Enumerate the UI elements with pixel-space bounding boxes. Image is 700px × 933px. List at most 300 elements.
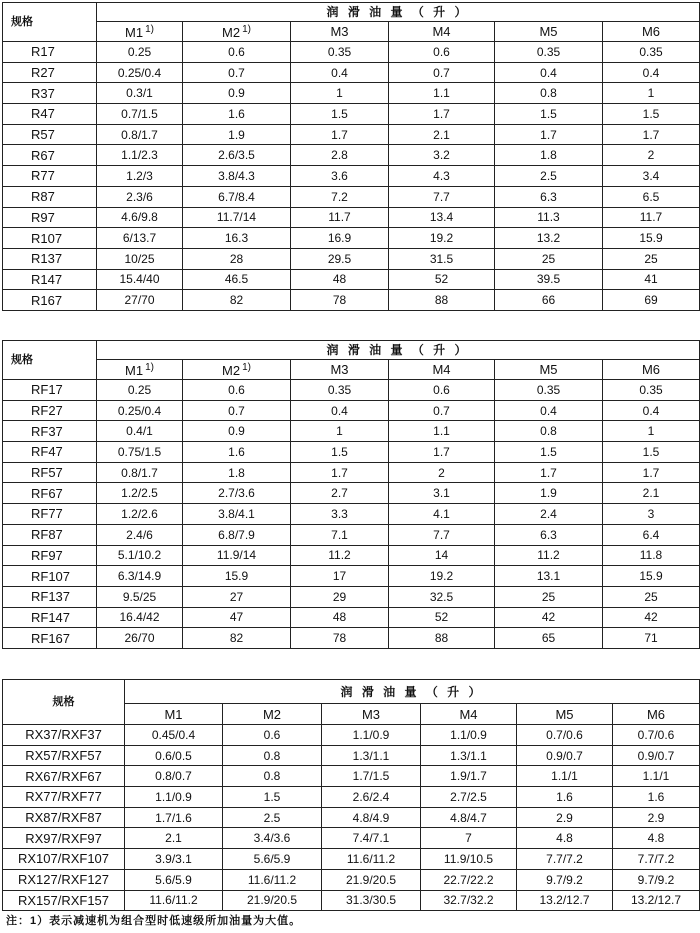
mode-label: M1 <box>164 706 183 722</box>
oil-volume-cell: 0.25 <box>97 42 183 63</box>
model-cell: RF147 <box>3 607 97 628</box>
oil-volume-cell: 1.5 <box>291 442 389 463</box>
oil-volume-cell: 3.6 <box>291 166 389 187</box>
oil-volume-cell: 1.9 <box>183 124 291 145</box>
oil-volume-cell: 66 <box>495 290 603 311</box>
oil-volume-cell: 2.1 <box>389 124 495 145</box>
table-row <box>3 545 700 566</box>
oil-volume-cell: 0.4 <box>603 62 700 83</box>
oil-volume-cell: 0.35 <box>603 380 700 401</box>
oil-volume-cell: 26/70 <box>97 628 183 649</box>
oil-volume-cell: 1.7 <box>291 124 389 145</box>
spec-label: 规格 <box>3 3 97 42</box>
oil-volume-cell: 25 <box>603 586 700 607</box>
mode-label: M1 <box>125 362 144 378</box>
oil-volume-cell: 1.8 <box>183 462 291 483</box>
model-cell: R27 <box>3 62 97 83</box>
oil-volume-cell: 25 <box>495 248 603 269</box>
model-cell: RF17 <box>3 380 97 401</box>
table-row <box>3 228 700 249</box>
oil-volume-cell: 2.9 <box>613 807 700 828</box>
oil-volume-cell: 0.9 <box>183 421 291 442</box>
oil-volume-cell: 0.45/0.4 <box>125 725 223 746</box>
oil-volume-cell: 2.4 <box>495 504 603 525</box>
oil-volume-cell: 11.2 <box>495 545 603 566</box>
model-cell: RX97/RXF97 <box>3 828 125 849</box>
oil-volume-cell: 31.3/30.5 <box>322 890 421 911</box>
oil-volume-cell: 6.8/7.9 <box>183 524 291 545</box>
model-cell: RF97 <box>3 545 97 566</box>
table-row <box>3 290 700 311</box>
oil-volume-cell: 1.5 <box>603 104 700 125</box>
table-row <box>3 628 700 649</box>
mode-label: M5 <box>539 362 558 377</box>
oil-volume-cell: 3.4/3.6 <box>223 828 322 849</box>
mode-label: M6 <box>641 362 661 377</box>
oil-volume-cell: 6/13.7 <box>97 228 183 249</box>
mode-m3-header <box>291 360 389 380</box>
oil-volume-cell: 19.2 <box>389 566 495 587</box>
oil-volume-cell: 7.7/7.2 <box>613 849 700 870</box>
oil-volume-cell: 1.7 <box>291 462 389 483</box>
oil-volume-cell: 1.1 <box>389 421 495 442</box>
oil-header: 润 滑 油 量 （ 升 ） <box>97 3 700 22</box>
table-row <box>3 269 700 290</box>
oil-volume-cell: 11.9/10.5 <box>421 849 517 870</box>
model-cell: R167 <box>3 290 97 311</box>
table-body <box>3 42 700 311</box>
oil-volume-cell: 1.3/1.1 <box>322 745 421 766</box>
oil-volume-cell: 0.7/0.6 <box>613 725 700 746</box>
oil-volume-cell: 0.4 <box>495 400 603 421</box>
oil-volume-cell: 21.9/20.5 <box>322 869 421 890</box>
table-row <box>3 890 700 911</box>
table-row <box>3 442 700 463</box>
mode-label: M6 <box>641 24 661 39</box>
table-row <box>3 83 700 104</box>
oil-volume-cell: 78 <box>291 628 389 649</box>
oil-volume-cell: 0.6/0.5 <box>125 745 223 766</box>
model-cell: RX67/RXF67 <box>3 766 125 787</box>
oil-volume-cell: 82 <box>183 290 291 311</box>
mode-m3-header <box>322 704 421 725</box>
oil-volume-cell: 1.7 <box>495 124 603 145</box>
oil-volume-cell: 0.6 <box>223 725 322 746</box>
oil-volume-cell: 0.4 <box>291 62 389 83</box>
oil-volume-cell: 1.5 <box>495 442 603 463</box>
oil-volume-cell: 1.7/1.5 <box>322 766 421 787</box>
mode-m6-header <box>603 360 700 380</box>
oil-volume-cell: 13.4 <box>389 207 495 228</box>
model-cell: RF167 <box>3 628 97 649</box>
oil-volume-cell: 27/70 <box>97 290 183 311</box>
oil-volume-cell: 71 <box>603 628 700 649</box>
table-row <box>3 807 700 828</box>
oil-volume-cell: 1.8 <box>495 145 603 166</box>
oil-volume-cell: 0.7/0.6 <box>517 725 613 746</box>
oil-volume-cell: 3.2 <box>389 145 495 166</box>
oil-volume-cell: 41 <box>603 269 700 290</box>
table-row <box>3 186 700 207</box>
model-cell: R47 <box>3 104 97 125</box>
oil-volume-cell: 2 <box>389 462 495 483</box>
model-cell: R37 <box>3 83 97 104</box>
model-cell: R147 <box>3 269 97 290</box>
oil-volume-cell: 16.9 <box>291 228 389 249</box>
spec-label: 规格 <box>3 341 97 380</box>
oil-volume-cell: 2.3/6 <box>97 186 183 207</box>
oil-volume-cell: 52 <box>389 269 495 290</box>
mode-label: M6 <box>646 706 666 722</box>
oil-volume-cell: 69 <box>603 290 700 311</box>
model-cell: R77 <box>3 166 97 187</box>
model-cell: R87 <box>3 186 97 207</box>
oil-volume-cell: 4.1 <box>389 504 495 525</box>
oil-volume-cell: 7.7/7.2 <box>517 849 613 870</box>
oil-volume-cell: 6.7/8.4 <box>183 186 291 207</box>
oil-volume-cell: 2 <box>603 145 700 166</box>
model-cell: RF47 <box>3 442 97 463</box>
oil-volume-cell: 47 <box>183 607 291 628</box>
oil-volume-cell: 0.35 <box>495 380 603 401</box>
oil-volume-cell: 0.9 <box>183 83 291 104</box>
oil-volume-cell: 13.2/12.7 <box>613 890 700 911</box>
oil-volume-cell: 1.5 <box>291 104 389 125</box>
mode-m5-header <box>517 704 613 725</box>
oil-volume-cell: 2.1 <box>125 828 223 849</box>
oil-volume-cell: 0.35 <box>603 42 700 63</box>
oil-volume-cell: 0.8/0.7 <box>125 766 223 787</box>
model-cell: RF67 <box>3 483 97 504</box>
oil-volume-cell: 1.6 <box>517 787 613 808</box>
oil-volume-cell: 9.7/9.2 <box>517 869 613 890</box>
oil-volume-cell: 27 <box>183 586 291 607</box>
oil-header: 润 滑 油 量 （ 升 ） <box>97 341 700 360</box>
oil-volume-cell: 0.35 <box>495 42 603 63</box>
oil-volume-cell: 13.2/12.7 <box>517 890 613 911</box>
table-body <box>3 725 700 911</box>
oil-volume-cell: 1.7 <box>389 104 495 125</box>
model-cell: RF137 <box>3 586 97 607</box>
table-row <box>3 725 700 746</box>
footnote-marker: 1) <box>242 361 251 373</box>
model-cell: RF37 <box>3 421 97 442</box>
oil-table-r-series <box>2 2 700 311</box>
oil-volume-cell: 1.5 <box>223 787 322 808</box>
oil-volume-cell: 0.7/1.5 <box>97 104 183 125</box>
oil-volume-cell: 39.5 <box>495 269 603 290</box>
table-body <box>3 380 700 649</box>
oil-volume-cell: 78 <box>291 290 389 311</box>
model-cell: R57 <box>3 124 97 145</box>
oil-header: 润 滑 油 量 （ 升 ） <box>125 680 700 704</box>
oil-volume-cell: 0.35 <box>291 380 389 401</box>
mode-m4-header <box>389 22 495 42</box>
oil-volume-cell: 0.7 <box>389 400 495 421</box>
oil-volume-cell: 7 <box>421 828 517 849</box>
oil-volume-cell: 21.9/20.5 <box>223 890 322 911</box>
oil-volume-cell: 11.6/11.2 <box>125 890 223 911</box>
oil-volume-cell: 31.5 <box>389 248 495 269</box>
oil-volume-cell: 11.7 <box>603 207 700 228</box>
oil-volume-cell: 7.2 <box>291 186 389 207</box>
oil-volume-cell: 0.6 <box>389 380 495 401</box>
model-cell: RF77 <box>3 504 97 525</box>
mode-label: M2 <box>262 706 282 722</box>
table-row <box>3 421 700 442</box>
oil-volume-cell: 1.7 <box>603 462 700 483</box>
oil-volume-cell: 42 <box>495 607 603 628</box>
oil-volume-cell: 1.2/2.5 <box>97 483 183 504</box>
oil-volume-cell: 2.9 <box>517 807 613 828</box>
oil-volume-cell: 3.9/3.1 <box>125 849 223 870</box>
oil-volume-cell: 1.5 <box>603 442 700 463</box>
mode-m5-header <box>495 22 603 42</box>
table-row <box>3 524 700 545</box>
mode-label: M3 <box>361 706 381 722</box>
footnote-marker: 1) <box>145 23 154 35</box>
table-row <box>3 145 700 166</box>
oil-volume-cell: 0.35 <box>291 42 389 63</box>
table-row <box>3 869 700 890</box>
oil-volume-cell: 17 <box>291 566 389 587</box>
oil-volume-cell: 4.3 <box>389 166 495 187</box>
model-cell: RX127/RXF127 <box>3 869 125 890</box>
table-row <box>3 483 700 504</box>
model-cell: RX87/RXF87 <box>3 807 125 828</box>
oil-volume-cell: 0.4 <box>291 400 389 421</box>
oil-volume-cell: 42 <box>603 607 700 628</box>
oil-volume-cell: 0.8 <box>495 421 603 442</box>
table-row <box>3 745 700 766</box>
model-cell: RF57 <box>3 462 97 483</box>
oil-volume-cell: 88 <box>389 290 495 311</box>
oil-volume-cell: 13.2 <box>495 228 603 249</box>
mode-label: M3 <box>330 362 349 377</box>
oil-volume-cell: 11.2 <box>291 545 389 566</box>
oil-volume-cell: 3.8/4.3 <box>183 166 291 187</box>
oil-volume-cell: 0.8 <box>495 83 603 104</box>
table-row <box>3 787 700 808</box>
oil-volume-cell: 1.7/1.6 <box>125 807 223 828</box>
footnote: 注：1）表示减速机为组合型时低速级所加油量为大值。 <box>6 915 302 927</box>
mode-label: M4 <box>432 362 451 377</box>
footnote-marker: 1) <box>145 361 154 373</box>
table-row <box>3 124 700 145</box>
mode-m4-header <box>389 360 495 380</box>
oil-volume-cell: 7.7 <box>389 524 495 545</box>
oil-volume-cell: 88 <box>389 628 495 649</box>
mode-label: M5 <box>555 706 574 722</box>
oil-volume-cell: 0.75/1.5 <box>97 442 183 463</box>
model-cell: R97 <box>3 207 97 228</box>
oil-volume-cell: 11.7/14 <box>183 207 291 228</box>
oil-volume-cell: 19.2 <box>389 228 495 249</box>
oil-volume-cell: 1.5 <box>495 104 603 125</box>
mode-m1-header <box>97 360 183 380</box>
oil-volume-cell: 0.4/1 <box>97 421 183 442</box>
mode-m2-header <box>183 360 291 380</box>
oil-volume-cell: 15.4/40 <box>97 269 183 290</box>
oil-volume-cell: 22.7/22.2 <box>421 869 517 890</box>
table-row <box>3 166 700 187</box>
oil-volume-cell: 6.3/14.9 <box>97 566 183 587</box>
oil-volume-cell: 6.4 <box>603 524 700 545</box>
oil-volume-cell: 6.3 <box>495 524 603 545</box>
table-row <box>3 566 700 587</box>
mode-m6-header <box>613 704 700 725</box>
model-cell: RX107/RXF107 <box>3 849 125 870</box>
table-row <box>3 828 700 849</box>
model-cell: RF27 <box>3 400 97 421</box>
oil-volume-cell: 7.7 <box>389 186 495 207</box>
oil-volume-cell: 1.1/0.9 <box>421 725 517 746</box>
oil-volume-cell: 0.6 <box>183 380 291 401</box>
oil-volume-cell: 1.7 <box>603 124 700 145</box>
oil-volume-cell: 1.3/1.1 <box>421 745 517 766</box>
oil-volume-cell: 0.4 <box>603 400 700 421</box>
spec-label: 规格 <box>3 680 125 725</box>
mode-m5-header <box>495 360 603 380</box>
oil-volume-cell: 2.7/2.5 <box>421 787 517 808</box>
oil-volume-cell: 1.6 <box>183 442 291 463</box>
oil-volume-cell: 0.7 <box>183 400 291 421</box>
oil-volume-cell: 46.5 <box>183 269 291 290</box>
oil-volume-cell: 2.6/3.5 <box>183 145 291 166</box>
oil-volume-cell: 0.8/1.7 <box>97 124 183 145</box>
mode-label: M1 <box>125 24 144 40</box>
oil-volume-cell: 4.8 <box>517 828 613 849</box>
oil-volume-cell: 1 <box>291 421 389 442</box>
oil-volume-cell: 28 <box>183 248 291 269</box>
oil-volume-cell: 1.9/1.7 <box>421 766 517 787</box>
oil-volume-cell: 2.4/6 <box>97 524 183 545</box>
oil-volume-cell: 0.8 <box>223 766 322 787</box>
oil-volume-cell: 3 <box>603 504 700 525</box>
oil-volume-cell: 1.7 <box>389 442 495 463</box>
oil-volume-cell: 5.6/5.9 <box>125 869 223 890</box>
oil-volume-cell: 11.9/14 <box>183 545 291 566</box>
model-cell: RF107 <box>3 566 97 587</box>
table-row <box>3 586 700 607</box>
model-cell: RX157/RXF157 <box>3 890 125 911</box>
table-row <box>3 462 700 483</box>
mode-m1-header <box>97 22 183 42</box>
oil-volume-cell: 6.5 <box>603 186 700 207</box>
mode-label: M3 <box>330 24 349 39</box>
oil-volume-cell: 7.4/7.1 <box>322 828 421 849</box>
oil-volume-cell: 0.25/0.4 <box>97 400 183 421</box>
oil-volume-cell: 29 <box>291 586 389 607</box>
oil-volume-cell: 10/25 <box>97 248 183 269</box>
mode-m1-header <box>125 704 223 725</box>
model-cell: RX37/RXF37 <box>3 725 125 746</box>
oil-volume-cell: 0.25 <box>97 380 183 401</box>
oil-volume-cell: 0.25/0.4 <box>97 62 183 83</box>
oil-volume-cell: 4.6/9.8 <box>97 207 183 228</box>
oil-volume-cell: 13.1 <box>495 566 603 587</box>
mode-label: M5 <box>539 24 558 39</box>
oil-volume-cell: 1.6 <box>613 787 700 808</box>
oil-volume-cell: 82 <box>183 628 291 649</box>
oil-volume-cell: 48 <box>291 269 389 290</box>
oil-volume-cell: 25 <box>603 248 700 269</box>
oil-volume-cell: 2.1 <box>603 483 700 504</box>
oil-volume-cell: 9.7/9.2 <box>613 869 700 890</box>
oil-volume-cell: 0.6 <box>389 42 495 63</box>
oil-volume-cell: 1 <box>603 421 700 442</box>
oil-volume-cell: 1.7 <box>495 462 603 483</box>
oil-volume-cell: 29.5 <box>291 248 389 269</box>
mode-m6-header <box>603 22 700 42</box>
oil-volume-cell: 3.8/4.1 <box>183 504 291 525</box>
oil-volume-cell: 11.6/11.2 <box>322 849 421 870</box>
oil-volume-cell: 3.3 <box>291 504 389 525</box>
oil-volume-cell: 11.8 <box>603 545 700 566</box>
oil-volume-cell: 1.1/1 <box>517 766 613 787</box>
oil-volume-cell: 3.1 <box>389 483 495 504</box>
oil-volume-cell: 1 <box>603 83 700 104</box>
oil-volume-cell: 6.3 <box>495 186 603 207</box>
oil-volume-cell: 16.3 <box>183 228 291 249</box>
oil-volume-cell: 4.8/4.7 <box>421 807 517 828</box>
table-row <box>3 400 700 421</box>
oil-volume-cell: 1.1/1 <box>613 766 700 787</box>
oil-table-rx-series <box>2 679 700 911</box>
oil-volume-cell: 0.9/0.7 <box>613 745 700 766</box>
mode-label: M2 <box>222 24 241 40</box>
model-cell: R137 <box>3 248 97 269</box>
model-cell: RX77/RXF77 <box>3 787 125 808</box>
oil-volume-cell: 32.7/32.2 <box>421 890 517 911</box>
oil-volume-cell: 52 <box>389 607 495 628</box>
footnote-marker: 1) <box>242 23 251 35</box>
oil-volume-cell: 2.8 <box>291 145 389 166</box>
oil-volume-cell: 5.1/10.2 <box>97 545 183 566</box>
oil-volume-cell: 15.9 <box>603 566 700 587</box>
oil-volume-cell: 65 <box>495 628 603 649</box>
oil-volume-cell: 14 <box>389 545 495 566</box>
oil-volume-cell: 48 <box>291 607 389 628</box>
oil-volume-cell: 15.9 <box>183 566 291 587</box>
table-row <box>3 62 700 83</box>
oil-volume-cell: 0.9/0.7 <box>517 745 613 766</box>
mode-m4-header <box>421 704 517 725</box>
oil-volume-cell: 2.6/2.4 <box>322 787 421 808</box>
oil-volume-cell: 1.1/0.9 <box>322 725 421 746</box>
table-row <box>3 766 700 787</box>
oil-volume-cell: 11.6/11.2 <box>223 869 322 890</box>
oil-volume-cell: 3.4 <box>603 166 700 187</box>
oil-volume-cell: 1.1/0.9 <box>125 787 223 808</box>
oil-volume-cell: 1.1 <box>389 83 495 104</box>
oil-volume-cell: 32.5 <box>389 586 495 607</box>
mode-m2-header <box>223 704 322 725</box>
mode-header-row <box>3 22 700 42</box>
table-row <box>3 42 700 63</box>
oil-volume-cell: 2.7 <box>291 483 389 504</box>
mode-label: M2 <box>222 362 241 378</box>
oil-volume-cell: 2.7/3.6 <box>183 483 291 504</box>
oil-volume-cell: 11.7 <box>291 207 389 228</box>
oil-volume-cell: 25 <box>495 586 603 607</box>
oil-volume-cell: 1.1/2.3 <box>97 145 183 166</box>
mode-m2-header <box>183 22 291 42</box>
oil-volume-cell: 7.1 <box>291 524 389 545</box>
oil-volume-cell: 0.7 <box>389 62 495 83</box>
oil-table-rf-series <box>2 340 700 649</box>
table-row <box>3 607 700 628</box>
